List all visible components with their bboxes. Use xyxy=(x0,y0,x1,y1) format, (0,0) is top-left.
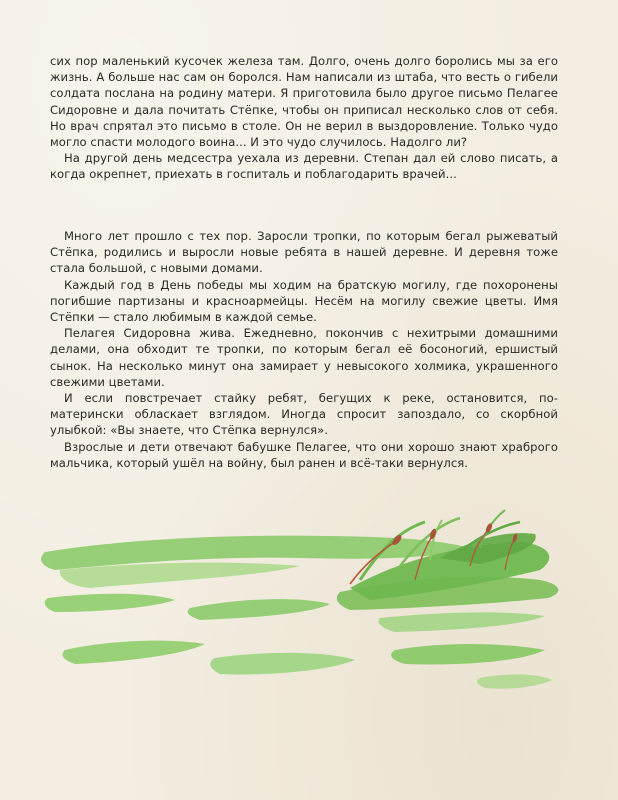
text-block-bottom xyxy=(50,228,558,471)
grass-stroke xyxy=(188,599,330,620)
paragraph: И если повстречает стайку ребят, бегущих к реке, остановится, по-матерински обласкает взглядом. Иногда спросит запоздало, со скорбной улыбкой: «Вы знаете, что Стёпка вернулся». xyxy=(50,391,558,438)
grass-stroke xyxy=(210,653,355,675)
grass-stroke xyxy=(477,674,552,688)
paragraph: Пелагея Сидоровна жива. Ежедневно, покончив с нехитрыми домашними делами, она обходит те тропки, по которым бегал её босоногий, ершистый сынок. На несколько минут она замирает у невысокого холмика, украшенного свежими цветами. xyxy=(50,326,558,389)
paragraph: На другой день медсестра уехала из деревни. Степан дал ей слово писать, а когда окрепнет, приехать в госпиталь и поблагодарить врачей... xyxy=(50,151,558,182)
text-block-top xyxy=(50,53,558,183)
grass-illustration xyxy=(0,500,618,750)
grass-stroke xyxy=(379,612,545,632)
paragraph: Каждый год в День победы мы ходим на братскую могилу, где похоронены погибшие партизаны и красноармейцы. Несём на могилу свежие цветы. Имя Стёпки — стало любимым в каждой семье. xyxy=(50,277,558,325)
grass-stroke xyxy=(62,641,205,664)
grass-stroke xyxy=(391,644,545,664)
paragraph-continuation: сих пор маленький кусочек железа там. Долго, очень долго боролись мы за его жизнь. А больше нас сам он боролся. Нам написали из штаба, что весть о гибели солдата послана на родину матери. Я приготовила было другое письмо Пелагее Сидоровне и дала почитать Стёпке, чтобы он приписал несколько слов от себя. Но врач спрятал это письмо в столе. Он не верил в выздоровление. Только чудо могло спасти молодого воина... И это чудо случилось. Надолго ли? xyxy=(50,54,558,150)
grass-stroke xyxy=(45,594,175,612)
paragraph: Взрослые и дети отвечают бабушке Пелагее, что они хорошо знают храброго мальчика, который ушёл на войну, был ранен и всё-таки вернулся. xyxy=(50,439,558,470)
paragraph: Много лет прошло с тех пор. Заросли тропки, по которым бегал рыжеватый Стёпка, родились и выросли новые ребята в нашей деревне. И деревня тоже стала большой, с новыми домами. xyxy=(50,229,558,276)
